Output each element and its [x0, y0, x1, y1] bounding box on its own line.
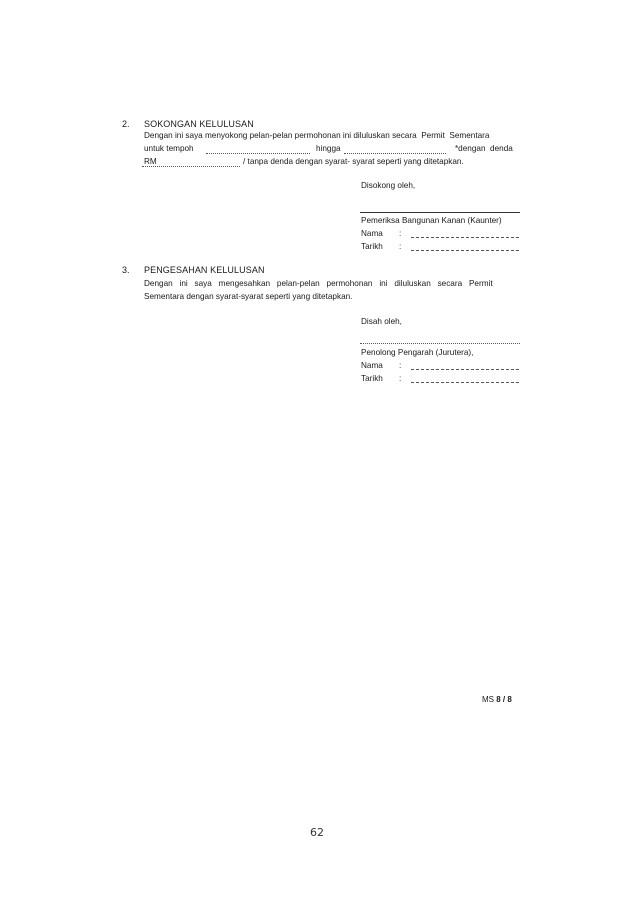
- colon: :: [399, 361, 402, 370]
- period-from-field[interactable]: [206, 145, 310, 154]
- supporter-date-row: [361, 242, 521, 254]
- with-fine-label: *dengan denda: [455, 144, 513, 153]
- section-3-line-2: Sementara dengan syarat-syarat seperti yang ditetapkan.: [144, 292, 353, 301]
- section-3-line-1: Dengan ini saya mengesahkan pelan-pelan permohonan ini diluluskan secara Permit: [144, 279, 493, 288]
- signature-line-supporter: [360, 212, 520, 213]
- until-label: hingga: [316, 144, 341, 153]
- date-label: Tarikh: [361, 374, 383, 383]
- supporter-name-field[interactable]: [411, 237, 519, 238]
- supporter-title: Pemeriksa Bangunan Kanan (Kaunter): [361, 216, 502, 225]
- approver-date-field[interactable]: [411, 382, 519, 383]
- colon: :: [399, 229, 402, 238]
- no-fine-conditions-text: / tanpa denda dengan syarat- syarat seperti yang ditetapkan.: [243, 157, 464, 166]
- ms-page: 8 / 8: [496, 695, 512, 704]
- approver-title: Penolong Pengarah (Jurutera),: [361, 348, 474, 357]
- section-2-line-2: [144, 143, 194, 155]
- period-label: untuk tempoh: [144, 144, 194, 153]
- signature-line-approver: [360, 343, 520, 344]
- section-2-number: 2.: [122, 119, 130, 129]
- name-label: Nama: [361, 229, 383, 238]
- approver-name-field[interactable]: [411, 369, 519, 370]
- period-to-field[interactable]: [344, 145, 446, 154]
- supporter-name-row: [361, 229, 521, 241]
- section-3-number: 3.: [122, 265, 130, 275]
- supported-by-label: Disokong oleh,: [361, 181, 416, 190]
- currency-label: RM: [144, 157, 157, 166]
- fine-amount-field[interactable]: [142, 158, 240, 167]
- approver-name-row: [361, 361, 521, 373]
- colon: :: [399, 242, 402, 251]
- approver-date-row: [361, 374, 521, 386]
- section-3-title: PENGESAHAN KELULUSAN: [144, 265, 265, 275]
- name-label: Nama: [361, 361, 383, 370]
- section-2-title: SOKONGAN KELULUSAN: [144, 119, 254, 129]
- page-number: 62: [310, 826, 324, 839]
- ms-prefix: MS: [482, 695, 497, 704]
- supporter-date-field[interactable]: [411, 250, 519, 251]
- date-label: Tarikh: [361, 242, 383, 251]
- colon: :: [399, 374, 402, 383]
- approved-by-label: Disah oleh,: [361, 317, 402, 326]
- section-2-line-1: Dengan ini saya menyokong pelan-pelan permohonan ini diluluskan secara Permit Sementara: [144, 131, 490, 140]
- form-page-indicator: [482, 695, 512, 704]
